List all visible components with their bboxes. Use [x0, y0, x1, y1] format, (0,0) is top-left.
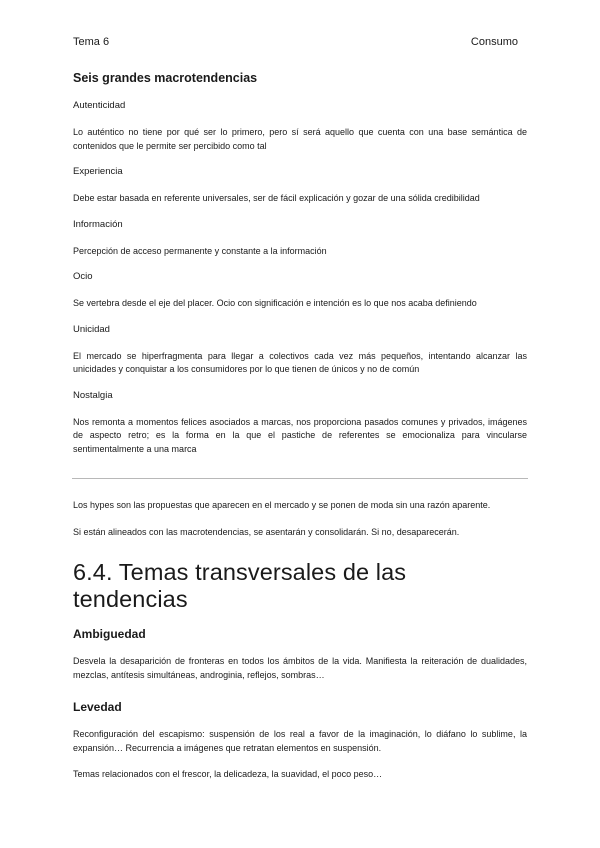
trend-label: Nostalgia — [73, 389, 113, 401]
trend-description: Lo auténtico no tiene por qué ser lo primero, pero sí será aquello que cuenta con una base semántica de contenidos que le permite ser percibido como tal — [73, 127, 527, 151]
trend-label: Información — [73, 218, 123, 230]
hypes-alignment-paragraph: Si están alineados con las macrotendencias, se asentarán y consolidarán. Si no, desaparecerán. — [73, 526, 460, 537]
section-title: 6.4. Temas transversales de las tendencias — [73, 559, 407, 612]
ambiguedad-paragraph: Desvela la desaparición de fronteras en todos los ámbitos de la vida. Manifiesta la reiteración de dualidades, mezclas, antítesis simultáneas, androginia, reflejos, sombras… — [73, 656, 527, 680]
trend-description: Nos remonta a momentos felices asociados a marcas, nos proporciona pasados comunes y privados, imágenes de aspecto retro; es la forma en la que el pastiche de referentes se emocionaliza para vincularse sentimentalmente a una marca — [73, 416, 527, 454]
trend-label: Unicidad — [73, 323, 110, 335]
trend-description: Se vertebra desde el eje del placer. Ocio con significación e intención es lo que nos acaba definiendo — [73, 298, 477, 308]
trend-description: Percepción de acceso permanente y constante a la información — [73, 245, 327, 256]
header-topic: Tema 6 — [73, 36, 110, 48]
trend-label: Autenticidad — [73, 100, 126, 111]
ambiguedad-heading: Ambiguedad — [73, 627, 146, 641]
trend-description: Debe estar basada en referente universales, ser de fácil explicación y gozar de una sólida credibilidad — [73, 193, 480, 203]
page-header — [73, 36, 518, 48]
header-subject: Consumo — [470, 36, 518, 48]
levedad-paragraph: Reconfiguración del escapismo: suspensión de los real a favor de la imaginación, lo diáfano lo sublime, la expansión… Recurrencia a imágenes que retratan elementos en suspensión. — [73, 729, 527, 753]
trend-description: El mercado se hiperfragmenta para llegar a colectivos cada vez más pequeños, intentando alcanzar las unicidades y conquistar a los consumidores por lo que tienen de únicos y no de común — [73, 350, 527, 374]
levedad-related-paragraph: Temas relacionados con el frescor, la delicadeza, la suavidad, el poco peso… — [73, 769, 383, 779]
trend-label: Experiencia — [73, 166, 123, 177]
hypes-paragraph: Los hypes son las propuestas que aparecen en el mercado y se ponen de moda sin una razón aparente. — [73, 500, 491, 510]
levedad-heading: Levedad — [73, 700, 122, 714]
trend-label: Ocio — [73, 271, 93, 282]
section-divider — [72, 478, 528, 479]
macrotrends-heading: Seis grandes macrotendencias — [73, 71, 258, 85]
page-content — [73, 71, 527, 795]
